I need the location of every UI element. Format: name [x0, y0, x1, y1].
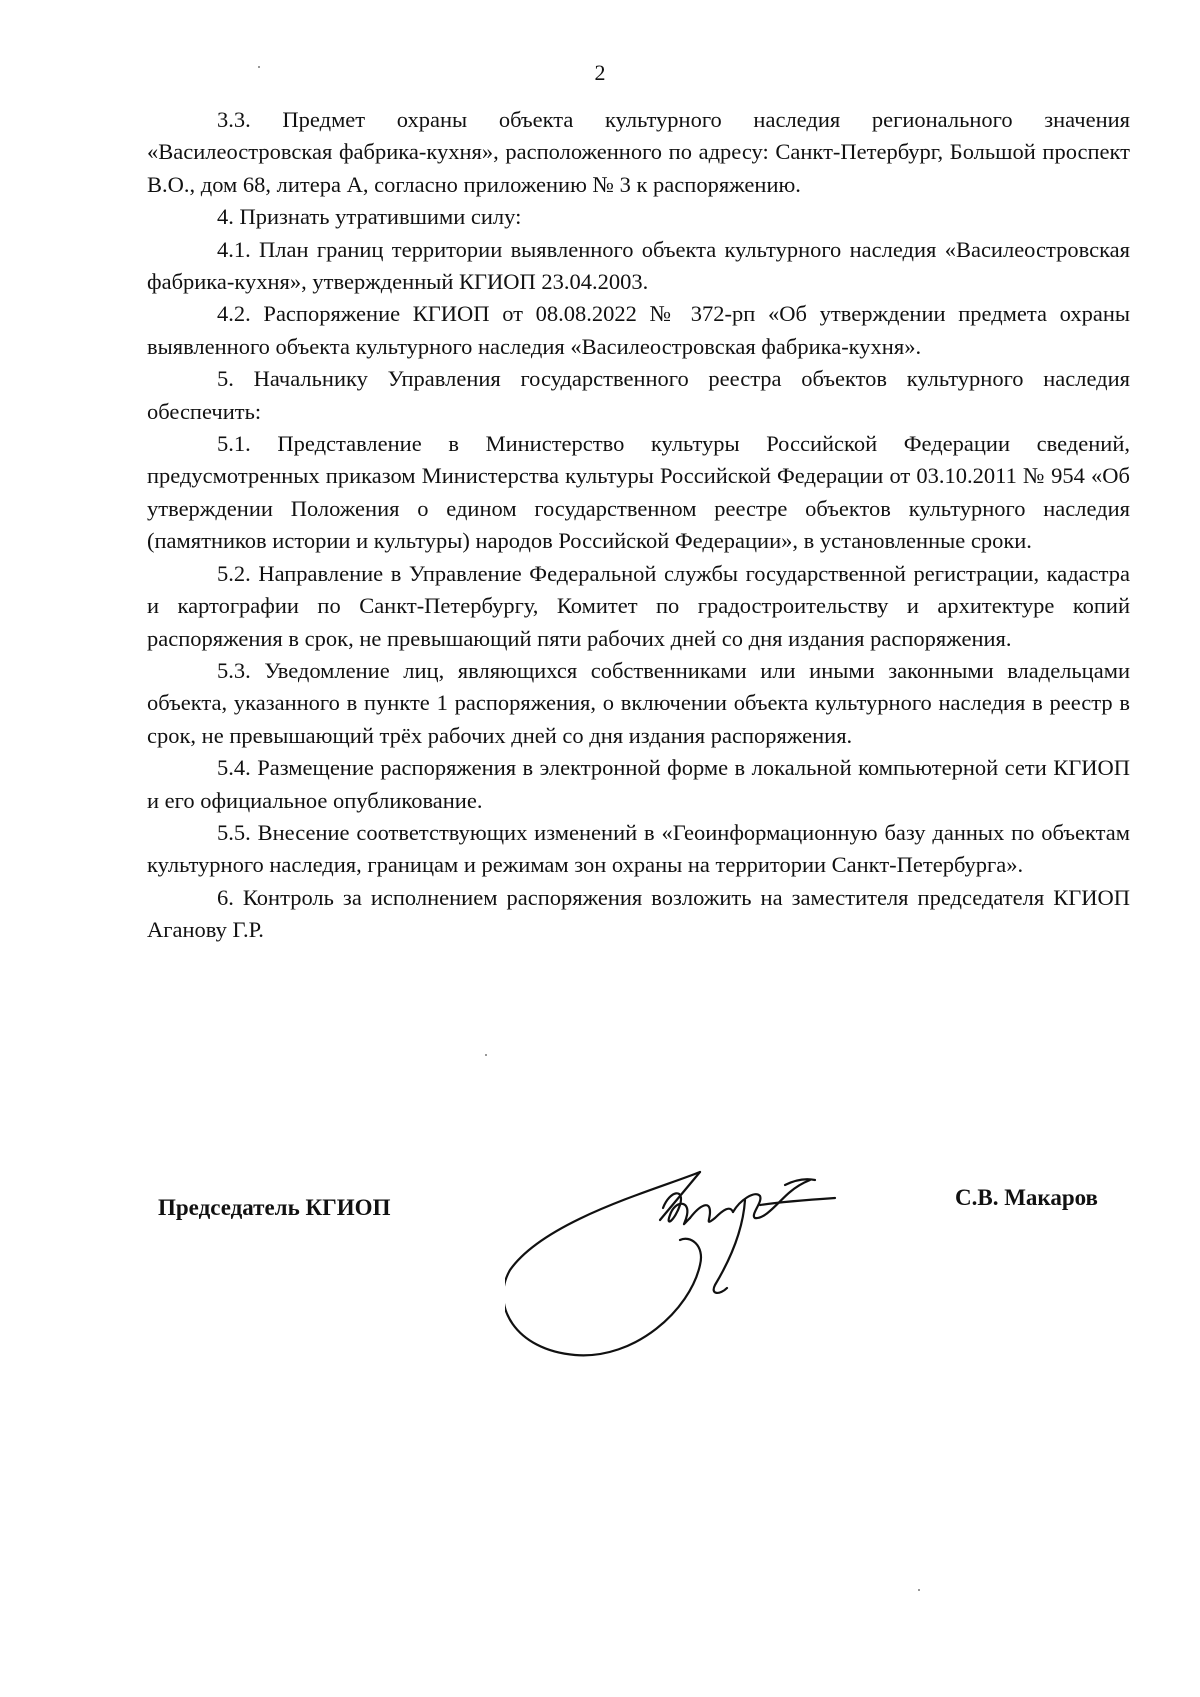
- paragraph-5-3: 5.3. Уведомление лиц, являющихся собственниками или иными законными владельцами объекта, указанного в пункте 1 распоряжения, о включении объекта культурного наследия в реестр в срок, не превышающий трёх рабочих дней со дня издания распоряжения.: [147, 657, 1130, 748]
- page-number: 2: [594, 60, 606, 85]
- paragraph-3-3: 3.3. Предмет охраны объекта культурного наследия регионального значения «Василеостровская фабрика-кухня», расположенного по адресу: Санкт-Петербург, Большой проспект В.О., дом 68, литера А, согласно приложению № 3 к распоряжению.: [147, 107, 1130, 197]
- scan-speck: [258, 66, 260, 68]
- scan-speck: [918, 1589, 920, 1591]
- scan-speck: [485, 1054, 487, 1056]
- paragraph-5-4: 5.4. Размещение распоряжения в электронной форме в локальной компьютерной сети КГИОП и его официальное опубликование.: [147, 755, 1130, 813]
- paragraph-5-5: 5.5. Внесение соответствующих изменений в «Геоинформационную базу данных по объектам культурного наследия, границам и режимам зон охраны на территории Санкт-Петербурга».: [147, 819, 1130, 878]
- document-body: [147, 104, 1130, 947]
- paragraph-5-2: 5.2. Направление в Управление Федеральной службы государственной регистрации, кадастра и картографии по Санкт-Петербургу, Комитет по градостроительству и архитектуре копий распоряжения в срок, не превышающий пяти рабочих дней со дня издания распоряжения.: [147, 560, 1130, 651]
- paragraph-5: 5. Начальнику Управления государственного реестра объектов культурного наследия обеспечить:: [147, 366, 1130, 424]
- handwritten-signature: [505, 1160, 905, 1360]
- paragraph-5-1: 5.1. Представление в Министерство культуры Российской Федерации сведений, предусмотренных приказом Министерства культуры Российской Федерации от 03.10.2011 № 954 «Об утверждении Положения о едином государственном реестре объектов культурного наследия (памятников истории и культуры) народов Российской Федерации», в установленные сроки.: [147, 431, 1130, 554]
- paragraph-4-1: 4.1. План границ территории выявленного объекта культурного наследия «Василеостровская фабрика-кухня», утвержденный КГИОП 23.04.2003.: [147, 236, 1130, 295]
- paragraph-4-2: 4.2. Распоряжение КГИОП от 08.08.2022 № 372-рп «Об утверждении предмета охраны выявленного объекта культурного наследия «Василеостровская фабрика-кухня».: [147, 301, 1130, 359]
- paragraph-4: 4. Признать утратившими силу:: [217, 204, 522, 230]
- signer-name: С.В. Макаров: [955, 1185, 1098, 1210]
- paragraph-6: 6. Контроль за исполнением распоряжения возложить на заместителя председателя КГИОП Аганову Г.Р.: [147, 884, 1130, 943]
- signer-title: Председатель КГИОП: [158, 1195, 391, 1220]
